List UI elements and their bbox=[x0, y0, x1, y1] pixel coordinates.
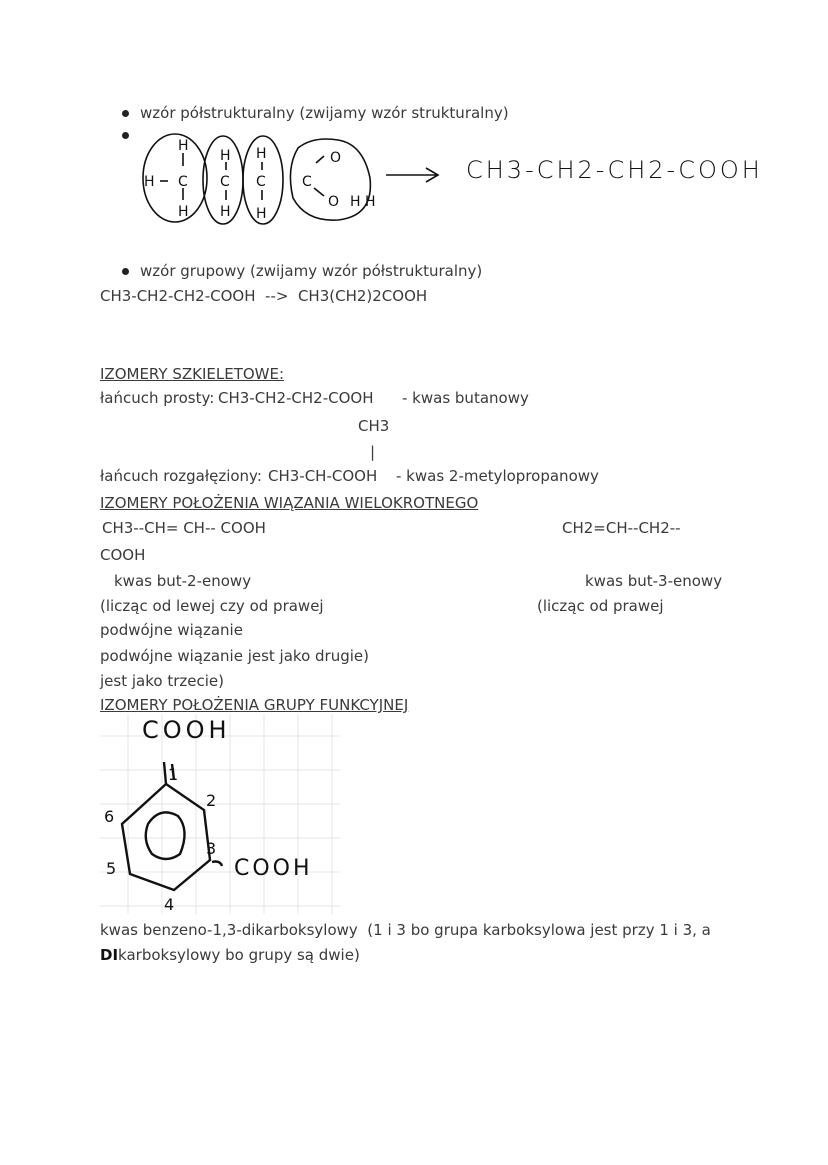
branched-chain-label: łańcuch rozgałęziony: bbox=[100, 467, 262, 485]
reaction-arrow bbox=[386, 168, 438, 182]
but-3-enoic-name: kwas but-3-enowy bbox=[585, 572, 723, 590]
caption-bold-di: DI bbox=[100, 946, 119, 964]
ring-number: 3 bbox=[206, 839, 217, 858]
bullet-dot bbox=[122, 268, 129, 275]
aromatic-circle bbox=[146, 812, 185, 859]
group-formula-line: CH3-CH2-CH2-COOH --> CH3(CH2)2COOH bbox=[100, 287, 428, 305]
atom-label: H bbox=[220, 204, 231, 220]
atom-label: C bbox=[256, 174, 266, 190]
straight-chain-name: - kwas butanowy bbox=[402, 389, 529, 407]
atom-label: O bbox=[328, 194, 340, 210]
atom-label: C bbox=[302, 174, 312, 190]
caption-line-1: kwas benzeno-1,3-dikarboksylowy (1 i 3 bo grupa karboksylowa jest przy 1 i 3, a bbox=[100, 921, 711, 939]
ring-number: 4 bbox=[164, 895, 175, 914]
note-3: jest jako trzecie) bbox=[100, 672, 224, 690]
atom-label: H bbox=[256, 206, 267, 222]
bullet-dot bbox=[122, 132, 129, 139]
cooh-wrap: COOH bbox=[100, 546, 146, 564]
atom-label: H bbox=[256, 146, 267, 162]
note-right-1: (licząc od prawej bbox=[537, 597, 664, 615]
atom-label: H bbox=[178, 138, 189, 154]
but-3-enoic-formula: CH2=CH--CH2-- bbox=[562, 519, 681, 537]
note-left-2: podwójne wiązanie bbox=[100, 621, 243, 639]
note-right-2: podwójne wiązanie jest jako drugie) bbox=[100, 647, 369, 665]
heading-multiple-bond-isomers: IZOMERY POŁOŻENIA WIĄZANIA WIELOKROTNEGO bbox=[100, 494, 479, 512]
handwritten-top-cooh: COOH bbox=[142, 716, 231, 744]
heading-skeletal-isomers: IZOMERY SZKIELETOWE: bbox=[100, 365, 285, 383]
atom-label: C bbox=[220, 174, 230, 190]
bullet-semistructural-text: wzór półstrukturalny (zwijamy wzór strukturalny) bbox=[140, 104, 509, 122]
handwritten-semistructural-formula: CH3-CH2-CH2-COOH bbox=[466, 156, 763, 184]
branch-bond: | bbox=[370, 443, 376, 461]
ring-number: 5 bbox=[106, 859, 117, 878]
caption-line-2-text: karboksylowy bo grupy są dwie) bbox=[118, 946, 360, 964]
caption-line-2 bbox=[100, 945, 360, 965]
branch-methyl-group: CH3 bbox=[358, 417, 390, 435]
but-2-enoic-name: kwas but-2-enowy bbox=[114, 572, 252, 590]
atom-label: O bbox=[330, 150, 342, 166]
bullet-dot bbox=[122, 110, 129, 117]
but-2-enoic-formula: CH3--CH= CH-- COOH bbox=[102, 519, 266, 537]
straight-chain-label: łańcuch prosty: bbox=[100, 389, 215, 407]
atom-label: H bbox=[220, 148, 231, 164]
atom-label: H bbox=[350, 194, 361, 210]
atom-label: H bbox=[144, 174, 155, 190]
note-left-1: (licząc od lewej czy od prawej bbox=[100, 597, 324, 615]
branched-chain-formula: CH3-CH-COOH bbox=[268, 467, 378, 485]
branched-chain-name: - kwas 2-metylopropanowy bbox=[396, 467, 599, 485]
atom-label: H bbox=[178, 204, 189, 220]
straight-chain-formula: CH3-CH2-CH2-COOH bbox=[218, 389, 374, 407]
ring-number: 6 bbox=[104, 807, 115, 826]
atom-label: C bbox=[178, 174, 188, 190]
atom-label: H bbox=[365, 194, 376, 210]
benzene-dicarboxylic-drawing bbox=[100, 714, 340, 914]
benzene-ring bbox=[122, 784, 210, 890]
ring-number: 2 bbox=[206, 791, 217, 810]
handwritten-side-cooh: COOH bbox=[234, 856, 313, 881]
bullet-group-formula-text: wzór grupowy (zwijamy wzór półstrukturalny) bbox=[140, 262, 483, 280]
heading-functional-group-isomers: IZOMERY POŁOŻENIA GRUPY FUNKCYJNEJ bbox=[100, 696, 409, 714]
ring-number: 1 bbox=[168, 765, 179, 784]
